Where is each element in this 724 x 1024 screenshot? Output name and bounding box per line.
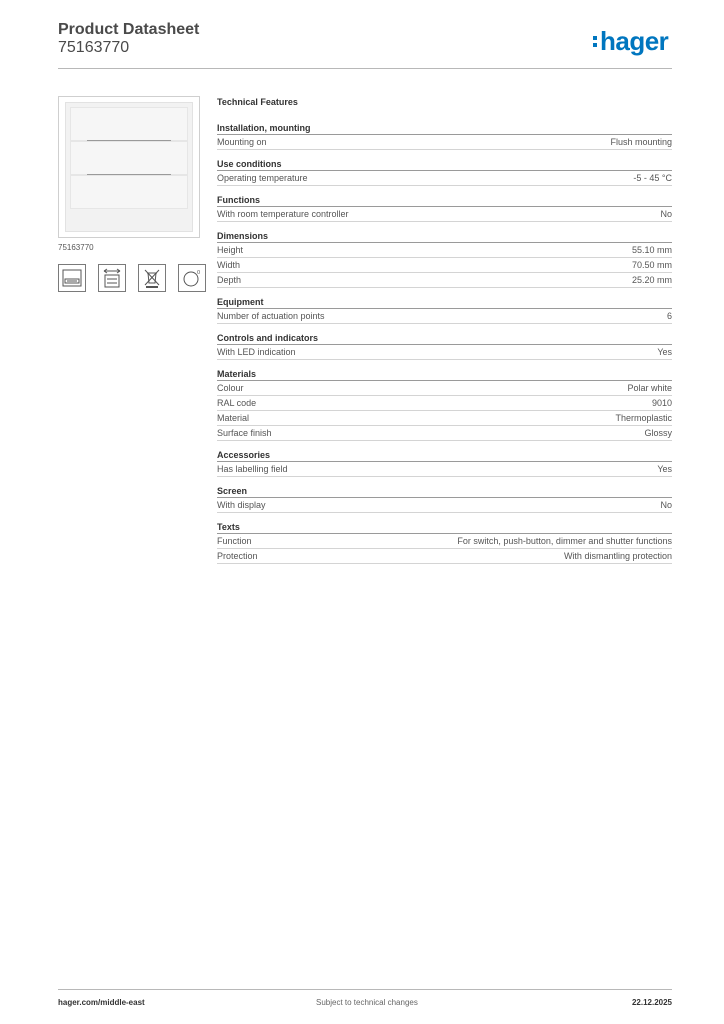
feature-value: Thermoplastic	[615, 413, 672, 423]
header-divider	[58, 68, 672, 69]
page-title: Product Datasheet	[58, 21, 200, 38]
feature-sections	[217, 122, 672, 564]
section-title: Screen	[217, 485, 672, 498]
section-title: Functions	[217, 194, 672, 207]
feature-value: 55.10 mm	[631, 245, 672, 255]
feature-section	[217, 368, 672, 441]
feature-label: Number of actuation points	[217, 311, 325, 321]
feature-value: 70.50 mm	[631, 260, 672, 270]
feature-label: Height	[217, 245, 244, 255]
feature-row	[217, 549, 672, 564]
feature-row	[217, 381, 672, 396]
feature-label: Colour	[217, 383, 244, 393]
feature-row	[217, 207, 672, 222]
logo-dots-icon	[593, 36, 597, 47]
footer-date: 22.12.2025	[631, 998, 672, 1007]
rocker-top	[70, 107, 188, 141]
feature-value: Glossy	[644, 428, 672, 438]
feature-row	[217, 345, 672, 360]
section-title: Materials	[217, 368, 672, 381]
feature-row	[217, 135, 672, 150]
section-title: Use conditions	[217, 158, 672, 171]
feature-value: No	[660, 209, 672, 219]
feature-row	[217, 243, 672, 258]
product-icons	[58, 264, 206, 292]
feature-label: Protection	[217, 551, 258, 561]
feature-row	[217, 396, 672, 411]
feature-value: 9010	[651, 398, 672, 408]
feature-label: Has labelling field	[217, 464, 288, 474]
rocker-bottom	[70, 175, 188, 209]
weee-bin-icon	[138, 264, 166, 292]
product-image	[58, 96, 200, 238]
switch-plate	[65, 102, 193, 232]
image-caption: 75163770	[58, 243, 94, 252]
feature-label: Operating temperature	[217, 173, 308, 183]
feature-row	[217, 273, 672, 288]
feature-section	[217, 521, 672, 564]
section-title: Accessories	[217, 449, 672, 462]
rocker-middle	[70, 141, 188, 175]
feature-row	[217, 534, 672, 549]
logo-text: hager	[600, 26, 669, 56]
feature-section	[217, 449, 672, 477]
feature-value: Polar white	[627, 383, 672, 393]
feature-label: Material	[217, 413, 250, 423]
feature-value: With dismantling protection	[563, 551, 672, 561]
feature-label: With LED indication	[217, 347, 296, 357]
footer-notice: Subject to technical changes	[316, 998, 418, 1007]
technical-features-title: Technical Features	[217, 97, 298, 107]
feature-section	[217, 122, 672, 150]
rotation-icon	[178, 264, 206, 292]
feature-label: Function	[217, 536, 252, 546]
feature-value: 6	[666, 311, 672, 321]
section-title: Dimensions	[217, 230, 672, 243]
feature-section	[217, 158, 672, 186]
hager-logo	[593, 26, 668, 56]
feature-value: Yes	[657, 464, 672, 474]
section-title: Texts	[217, 521, 672, 534]
technical-features	[217, 96, 672, 572]
dimensions-icon	[98, 264, 126, 292]
feature-section	[217, 230, 672, 288]
feature-row	[217, 309, 672, 324]
feature-value: For switch, push-button, dimmer and shutter functions	[457, 536, 672, 546]
feature-value: 25.20 mm	[631, 275, 672, 285]
feature-section	[217, 194, 672, 222]
feature-row	[217, 426, 672, 441]
feature-label: With display	[217, 500, 266, 510]
feature-section	[217, 332, 672, 360]
section-title: Equipment	[217, 296, 672, 309]
feature-value: Flush mounting	[610, 137, 672, 147]
feature-row	[217, 411, 672, 426]
product-number: 75163770	[58, 39, 130, 56]
feature-row	[217, 462, 672, 477]
feature-value: No	[660, 500, 672, 510]
feature-row	[217, 171, 672, 186]
feature-label: Width	[217, 260, 241, 270]
svg-text:0: 0	[197, 270, 201, 276]
feature-section	[217, 296, 672, 324]
feature-label: Depth	[217, 275, 242, 285]
feature-label: Surface finish	[217, 428, 272, 438]
feature-label: Mounting on	[217, 137, 267, 147]
feature-row	[217, 258, 672, 273]
flush-mounting-icon	[58, 264, 86, 292]
section-title: Controls and indicators	[217, 332, 672, 345]
feature-label: With room temperature controller	[217, 209, 349, 219]
feature-label: RAL code	[217, 398, 257, 408]
footer-website: hager.com/middle-east	[58, 998, 145, 1007]
feature-value: -5 - 45 °C	[633, 173, 672, 183]
feature-section	[217, 485, 672, 513]
feature-row	[217, 498, 672, 513]
footer-divider	[58, 989, 672, 990]
feature-value: Yes	[657, 347, 672, 357]
section-title: Installation, mounting	[217, 122, 672, 135]
